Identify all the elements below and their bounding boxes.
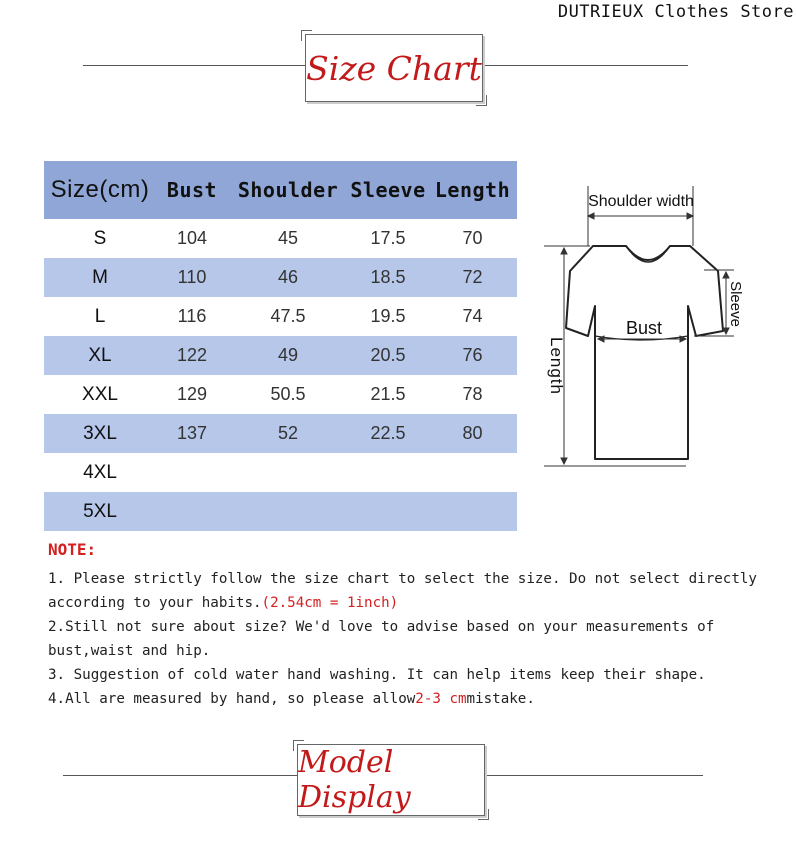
size-table xyxy=(44,161,517,531)
size-chart-title: Size Chart xyxy=(305,34,483,102)
bust-cell: 122 xyxy=(156,336,228,375)
size-cell: XL xyxy=(44,336,156,375)
bust-cell: 116 xyxy=(177,306,207,326)
shoulder-cell: 45 xyxy=(277,228,299,248)
inch-conversion: (2.54cm = 1inch) xyxy=(261,595,399,611)
size-cell: 5XL xyxy=(44,492,156,531)
sleeve-cell: 20.5 xyxy=(348,336,428,375)
shoulder-cell: 47.5 xyxy=(270,306,306,326)
bust-cell: 104 xyxy=(176,228,208,248)
bust-cell: 110 xyxy=(156,258,228,297)
tshirt-measurement-diagram xyxy=(538,176,748,476)
table-row xyxy=(44,297,517,336)
table-row xyxy=(44,336,517,375)
sleeve-cell: 22.5 xyxy=(348,414,428,453)
size-cell: 4XL xyxy=(83,461,117,483)
table-row xyxy=(44,453,517,492)
banner-left-line xyxy=(83,65,305,66)
col-header-sleeve: Sleeve xyxy=(348,161,428,219)
size-chart-banner xyxy=(0,32,796,102)
table-row xyxy=(44,219,517,258)
sleeve-label: Sleeve xyxy=(727,281,744,327)
note-line-3: 3. Suggestion of cold water hand washing. It can help items keep their shape. xyxy=(48,667,706,683)
mistake-range: 2-3 cm xyxy=(415,691,467,707)
model-display-title: Model Display xyxy=(297,744,485,816)
length-cell: 76 xyxy=(428,336,517,375)
length-cell xyxy=(428,492,517,531)
length-label: Length xyxy=(547,337,566,395)
note-line-2: 2.Still not sure about size? We'd love to advise based on your measurements of bust,waist and hip. xyxy=(48,619,715,659)
sleeve-cell xyxy=(348,453,428,492)
length-cell: 80 xyxy=(428,414,517,453)
length-cell: 72 xyxy=(428,258,517,297)
notes-block xyxy=(48,567,788,711)
note-line-4: 4.All are measured by hand, so please allow2-3 cmmistake. xyxy=(48,691,535,707)
length-cell: 78 xyxy=(462,384,483,404)
table-row xyxy=(44,375,517,414)
table-header-row xyxy=(44,161,517,219)
sleeve-cell xyxy=(348,492,428,531)
sleeve-cell: 19.5 xyxy=(370,306,406,326)
size-cell: XXL xyxy=(82,383,118,405)
size-cell: 3XL xyxy=(44,414,156,453)
sleeve-cell: 18.5 xyxy=(348,258,428,297)
shoulder-cell xyxy=(228,492,348,531)
table-row xyxy=(44,258,517,297)
shoulder-cell xyxy=(228,453,348,492)
banner-right-line xyxy=(482,65,688,66)
bust-cell: 129 xyxy=(176,384,208,404)
store-name: DUTRIEUX Clothes Store xyxy=(557,2,794,22)
model-display-banner xyxy=(0,742,796,818)
shoulder-cell: 46 xyxy=(228,258,348,297)
size-cell: L xyxy=(94,305,106,327)
banner-right-line xyxy=(485,775,703,776)
shoulder-cell: 49 xyxy=(228,336,348,375)
shoulder-width-label: Shoulder width xyxy=(588,193,694,210)
note-line-1: 1. Please strictly follow the size chart to select the size. Do not select directly according to your habits.(2.54cm = 1inch) xyxy=(48,571,757,611)
sleeve-cell: 21.5 xyxy=(370,384,406,404)
tshirt-outline-icon xyxy=(566,246,723,459)
col-header-bust: Bust xyxy=(156,161,228,219)
bust-cell xyxy=(156,453,228,492)
size-cell: M xyxy=(44,258,156,297)
length-cell: 74 xyxy=(462,306,483,326)
note-title: NOTE: xyxy=(48,540,97,559)
shoulder-cell: 52 xyxy=(228,414,348,453)
table-row xyxy=(44,492,517,531)
banner-left-line xyxy=(63,775,297,776)
length-cell xyxy=(428,453,517,492)
table-row xyxy=(44,414,517,453)
col-header-size: Size(cm) xyxy=(44,161,156,219)
col-header-length: Length xyxy=(428,161,517,219)
bust-cell: 137 xyxy=(156,414,228,453)
length-cell: 70 xyxy=(462,228,483,248)
bust-label: Bust xyxy=(625,318,663,338)
shoulder-cell: 50.5 xyxy=(270,384,306,404)
size-cell: S xyxy=(93,227,107,249)
bust-cell xyxy=(156,492,228,531)
sleeve-cell: 17.5 xyxy=(370,228,406,248)
col-header-shoulder: Shoulder xyxy=(228,161,348,219)
